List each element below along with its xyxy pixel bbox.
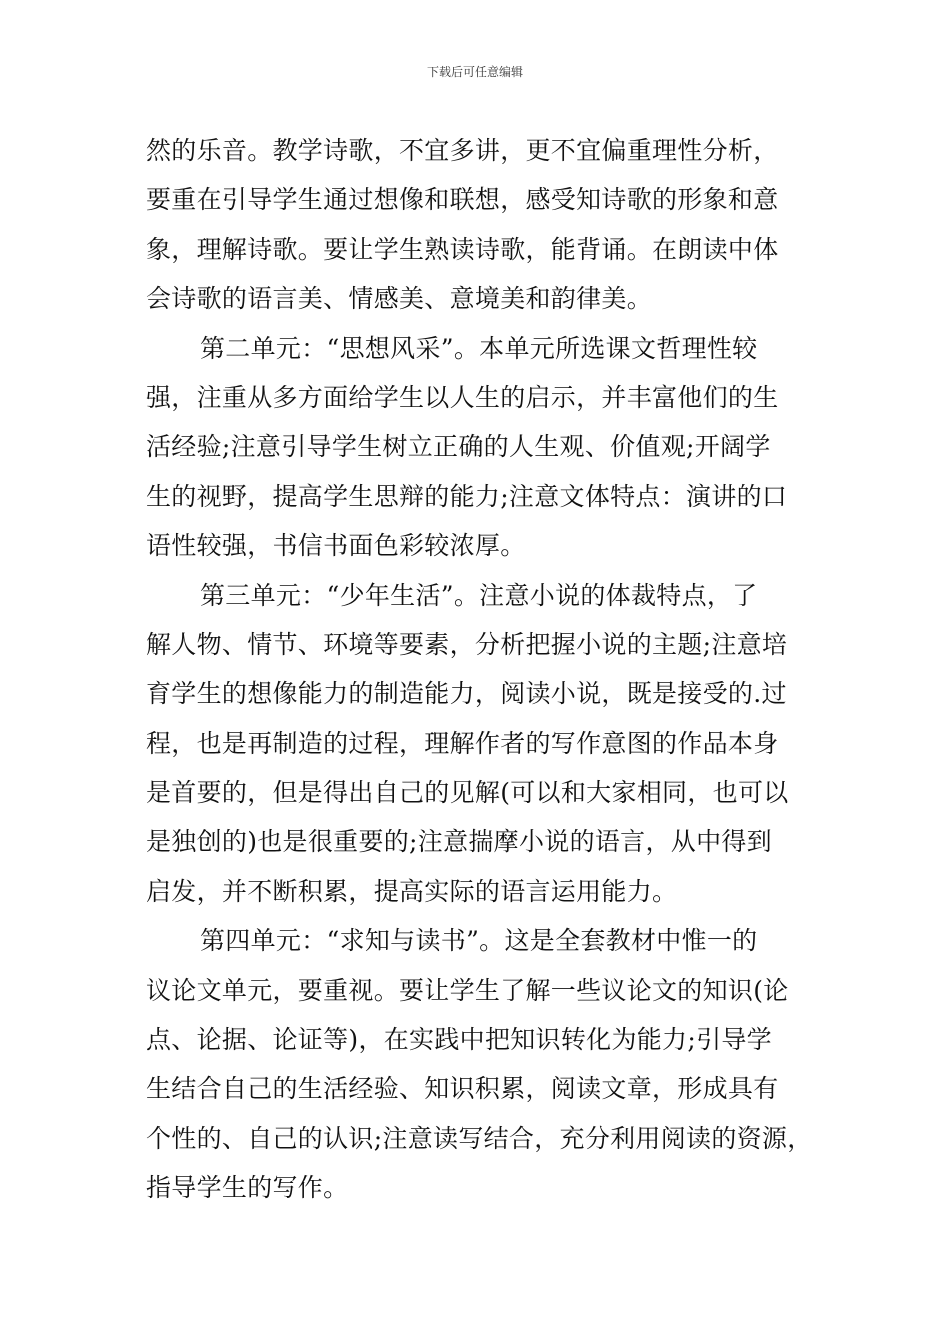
- document-body: [146, 126, 813, 1213]
- text-line: 语性较强，书信书面色彩较浓厚。: [146, 531, 526, 561]
- text-line: 是独创的)也是很重要的;注意揣摩小说的语言，从中得到: [146, 827, 772, 857]
- text-line: 生的视野，提高学生思辩的能力;注意文体特点：演讲的口: [146, 481, 788, 511]
- text-line: 解人物、情节、环境等要素，分析把握小说的主题;注意培: [146, 629, 788, 659]
- paragraph-start-line: 第三单元：“少年生活”。注意小说的体裁特点，了: [200, 580, 758, 610]
- text-line: 是首要的，但是得出自己的见解(可以和大家相同，也可以: [146, 778, 789, 808]
- text-line: 程，也是再制造的过程，理解作者的写作意图的作品本身: [146, 728, 779, 758]
- paragraph-start-line: 第四单元：“求知与读书”。这是全套教材中惟一的: [200, 926, 758, 956]
- paragraph-start-line: 第二单元：“思想风采”。本单元所选课文哲理性较: [200, 333, 758, 363]
- text-line: 会诗歌的语言美、情感美、意境美和韵律美。: [146, 284, 653, 314]
- text-line: 个性的、自己的认识;注意读写结合，充分利用阅读的资源，: [146, 1123, 813, 1153]
- text-line: 要重在引导学生通过想像和联想，感受知诗歌的形象和意: [146, 185, 779, 215]
- text-line: 点、论据、论证等)，在实践中把知识转化为能力;引导学: [146, 1025, 772, 1055]
- text-line: 然的乐音。教学诗歌，不宜多讲，更不宜偏重理性分析，: [146, 136, 779, 165]
- text-line: 指导学生的写作。: [146, 1173, 349, 1203]
- text-line: 育学生的想像能力的制造能力，阅读小说，既是接受的.过: [146, 679, 787, 709]
- text-line: 议论文单元，要重视。要让学生了解一些议论文的知识(论: [146, 975, 789, 1005]
- page-header: 下载后可任意编辑: [426, 65, 523, 79]
- text-line: 象，理解诗歌。要让学生熟读诗歌，能背诵。在朗读中体: [146, 234, 779, 264]
- text-line: 活经验;注意引导学生树立正确的人生观、价值观;开阔学: [146, 432, 771, 462]
- text-line: 启发，并不断积累，提高实际的语言运用能力。: [146, 876, 678, 906]
- text-line: 强，注重从多方面给学生以人生的启示，并丰富他们的生: [146, 382, 779, 412]
- text-line: 生结合自己的生活经验、知识积累，阅读文章，形成具有: [146, 1074, 779, 1104]
